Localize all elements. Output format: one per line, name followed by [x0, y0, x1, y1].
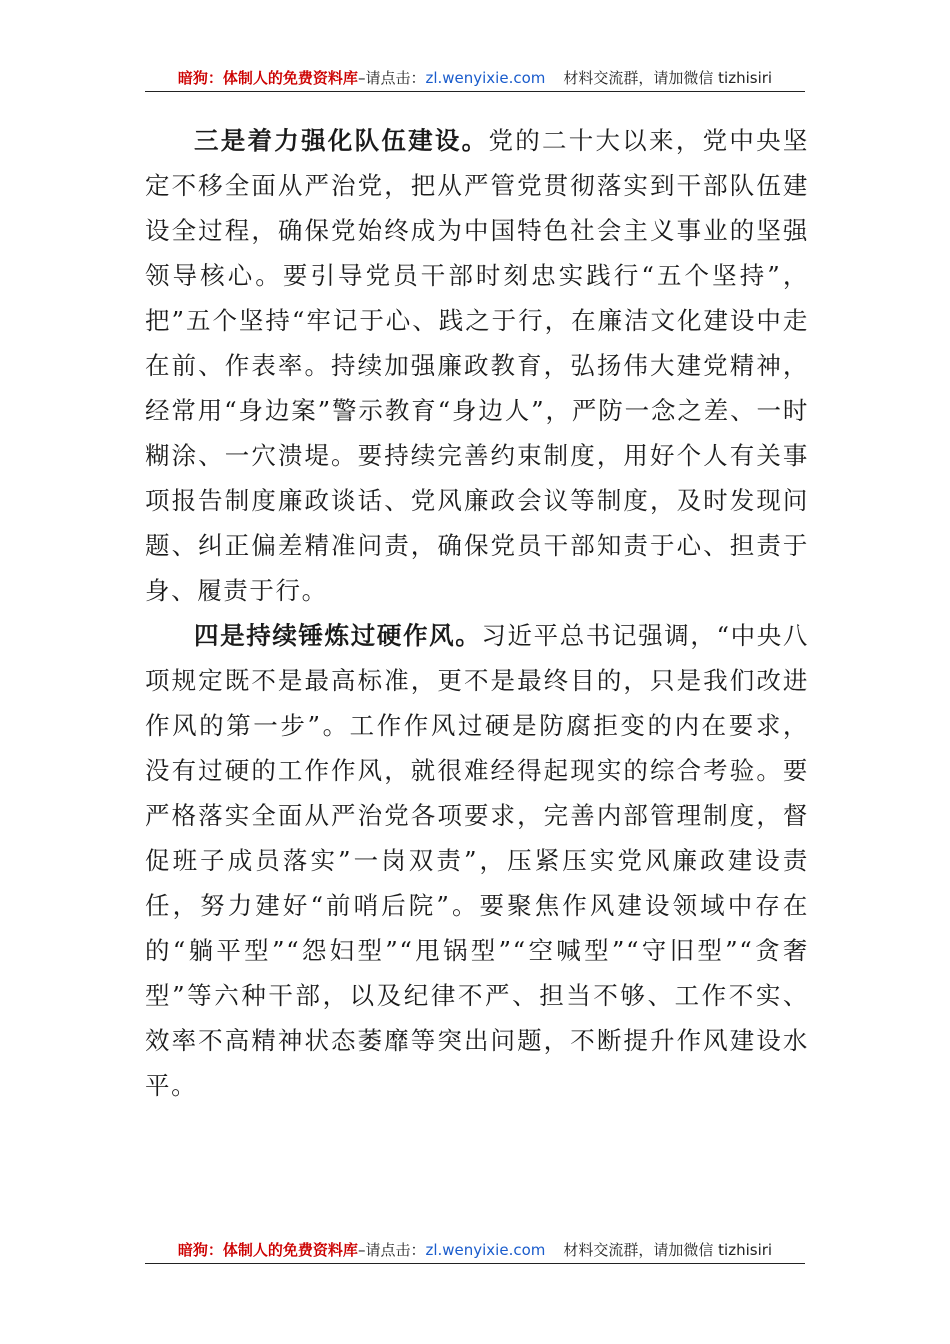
header-banner [145, 58, 805, 92]
banner-link[interactable]: zl.wenyixie.com [425, 1241, 546, 1259]
paragraph-lead: 四是持续锤炼过硬作风。 [194, 621, 482, 650]
document-body [145, 118, 809, 1108]
banner-prompt: –请点击： [357, 69, 426, 87]
paragraph-text: 党的二十大以来，党中央坚定不移全面从严治党，把从严管党贯彻落实到干部队伍建设全过程，确保党始终成为中国特色社会主义事业的坚强领导核心。要引导党员干部时刻忠实践行“五个坚持”，把”五个坚持“牢记于心、践之于行，在廉洁文化建设中走在前、作表率。持续加强廉政教育，弘扬伟大建党精神，经常用“身边案”警示教育“身边人”，严防一念之差、一时糊涂、一穴溃堤。要持续完善约束制度，用好个人有关事项报告制度廉政谈话、党风廉政会议等制度，及时发现问题、纠正偏差精准问责，确保党员干部知责于心、担责于身、履责于行。 [145, 126, 809, 605]
paragraph-team-building [145, 118, 809, 613]
paragraph-lead: 三是着力强化队伍建设。 [194, 126, 489, 155]
banner-link[interactable]: zl.wenyixie.com [425, 69, 546, 87]
banner-group-note: 材料交流群，请加微信 tizhisiri [563, 1241, 773, 1259]
paragraph-text: 习近平总书记强调，“中央八项规定既不是最高标准，更不是最终目的，只是我们改进作风的第一步”。工作作风过硬是防腐拒变的内在要求，没有过硬的工作作风，就很难经得起现实的综合考验。要严格落实全面从严治党各项要求，完善内部管理制度，督促班子成员落实”一岗双责”，压紧压实党风廉政建设责任，努力建好“前哨后院”。要聚焦作风建设领域中存在的“躺平型”“怨妇型”“甩锅型”“空喊型”“守旧型”“贪奢型”等六种干部，以及纪律不严、担当不够、工作不实、效率不高精神状态萎靡等突出问题，不断提升作风建设水平。 [145, 621, 809, 1100]
banner-brand: 暗狗：体制人的免费资料库 [177, 69, 358, 87]
banner-prompt: –请点击： [357, 1241, 426, 1259]
footer-banner [145, 1230, 805, 1264]
banner-brand: 暗狗：体制人的免费资料库 [177, 1241, 358, 1259]
paragraph-work-style [145, 613, 809, 1108]
banner-group-note: 材料交流群，请加微信 tizhisiri [563, 69, 773, 87]
